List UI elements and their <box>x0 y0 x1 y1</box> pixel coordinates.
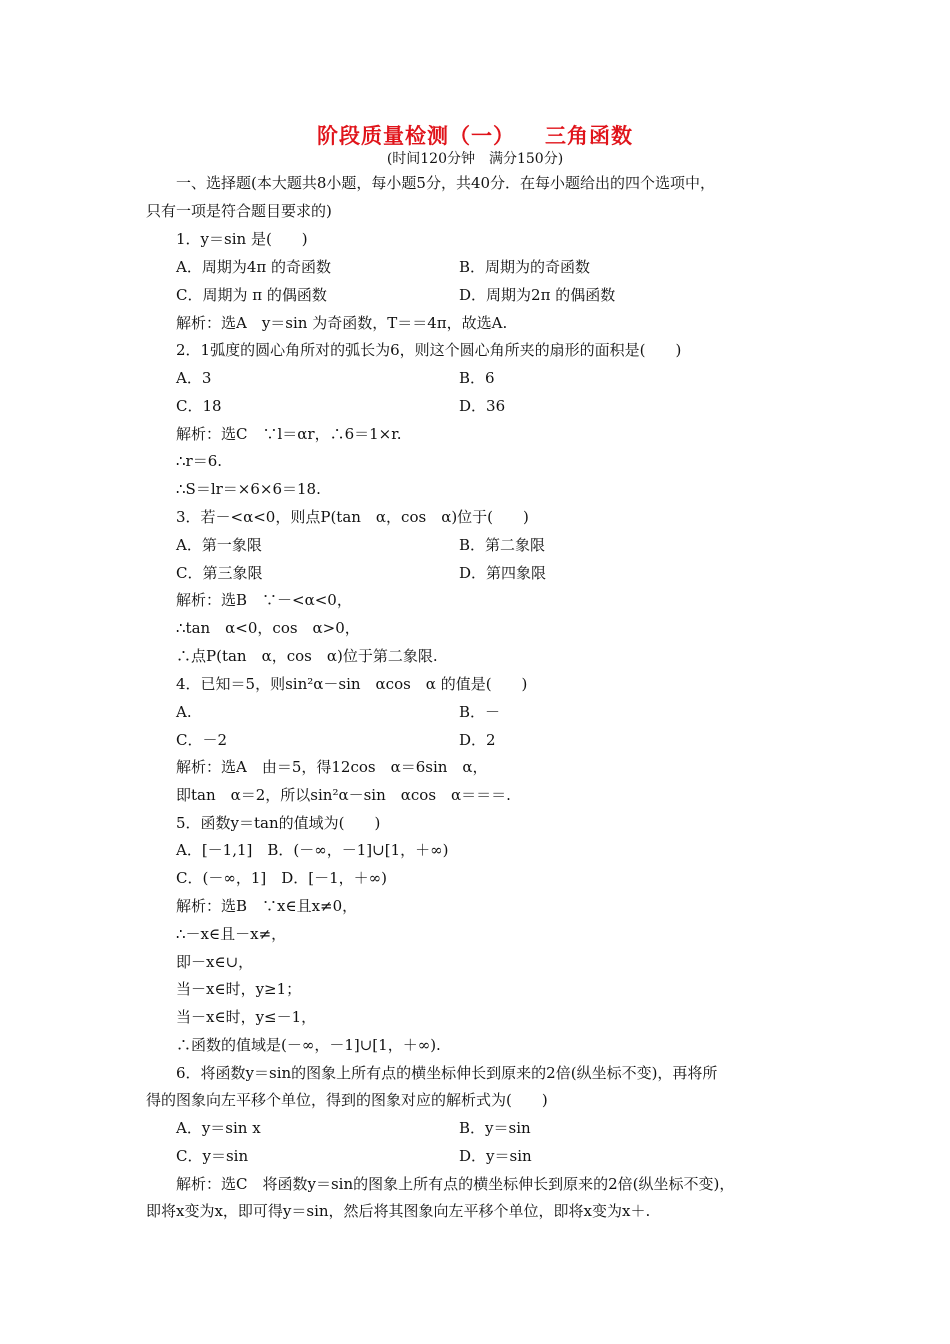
question-5-solution: 解析：选B ∵x∈且x≠0， <box>176 897 358 915</box>
question-1-solution: 解析：选A y＝sin 为奇函数，T＝＝4π，故选A. <box>176 314 508 332</box>
question-4-solution-line: 即tan α＝2，所以sin²α－sin αcos α＝＝＝. <box>176 786 511 804</box>
question-5-solution-line: 即－x∈∪， <box>176 953 254 971</box>
question-1-option-a: A．周期为4π 的奇函数 <box>176 258 332 276</box>
question-6-solution: 解析：选C 将函数y＝sin的图象上所有点的横坐标伸长到原来的2倍(纵坐标不变)， <box>176 1175 735 1193</box>
question-6-option-c: C．y＝sin <box>176 1147 249 1165</box>
question-4-stem: 4．已知＝5，则sin²α－sin αcos α 的值是( ) <box>176 675 528 693</box>
question-5-solution-line: 当－x∈时，y≥1； <box>176 980 302 998</box>
question-6-option-d: D．y＝sin <box>459 1147 532 1165</box>
question-3-option-c: C．第三象限 <box>176 564 263 582</box>
question-3-solution: 解析：选B ∵－<α<0， <box>176 591 352 609</box>
question-4-solution: 解析：选A 由＝5，得12cos α＝6sin α， <box>176 758 488 776</box>
question-1-option-c: C．周期为 π 的偶函数 <box>176 286 327 304</box>
question-4-option-b: B．－ <box>459 703 501 721</box>
question-2-solution: 解析：选C ∵l＝αr，∴6＝1×r. <box>176 425 402 443</box>
question-2-option-a: A．3 <box>176 369 212 387</box>
question-4-option-d: D．2 <box>459 731 496 749</box>
question-6-option-b: B．y＝sin <box>459 1119 531 1137</box>
question-2-option-b: B．6 <box>459 369 495 387</box>
question-3-solution-line: ∴tan α<0，cos α>0， <box>176 619 360 637</box>
question-5-options-cd: C．(－∞，1] D．[－1，＋∞) <box>176 869 387 887</box>
question-5-solution-line: ∴－x∈且－x≠， <box>176 925 287 943</box>
question-4-option-a: A. <box>176 703 192 721</box>
title-main: 阶段质量检测（一） <box>317 123 515 148</box>
question-3-stem: 3．若－<α<0，则点P(tan α，cos α)位于( ) <box>176 508 529 526</box>
question-6-option-a: A．y＝sin x <box>176 1119 261 1137</box>
question-3-option-b: B．第二象限 <box>459 536 546 554</box>
question-2-solution-line: ∴r＝6. <box>176 452 223 470</box>
question-2-option-d: D．36 <box>459 397 506 415</box>
question-5-options-ab: A．[－1,1] B．(－∞，－1]∪[1，＋∞) <box>176 841 449 859</box>
question-3-solution-line: ∴点P(tan α，cos α)位于第二象限. <box>176 647 438 665</box>
question-6-stem: 6．将函数y＝sin的图象上所有点的横坐标伸长到原来的2倍(纵坐标不变)，再将所 <box>176 1064 718 1082</box>
question-2-solution-line: ∴S＝lr＝×6×6＝18. <box>176 480 321 498</box>
question-4-option-c: C．－2 <box>176 731 228 749</box>
title-topic: 三角函数 <box>545 123 633 148</box>
question-1-option-b: B．周期为的奇函数 <box>459 258 591 276</box>
question-5-stem: 5．函数y＝tan的值域为( ) <box>176 814 381 832</box>
question-5-solution-line: 当－x∈时，y≤－1， <box>176 1008 317 1026</box>
question-6-stem-cont: 得的图象向左平移个单位，得到的图象对应的解析式为( ) <box>146 1091 548 1109</box>
question-2-stem: 2．1弧度的圆心角所对的弧长为6，则这个圆心角所夹的扇形的面积是( ) <box>176 341 682 359</box>
question-3-option-d: D．第四象限 <box>459 564 547 582</box>
page-title <box>0 120 950 150</box>
question-5-solution-line: ∴函数的值域是(－∞，－1]∪[1，＋∞). <box>176 1036 441 1054</box>
exam-info: (时间120分钟 满分150分) <box>386 151 564 167</box>
section-heading-cont: 只有一项是符合题目要求的) <box>146 202 332 220</box>
question-6-solution-cont: 即将x变为x，即可得y＝sin，然后将其图象向左平移个单位，即将x变为x＋. <box>146 1202 651 1220</box>
question-2-option-c: C．18 <box>176 397 222 415</box>
question-1-option-d: D．周期为2π 的偶函数 <box>459 286 616 304</box>
question-1-stem: 1．y＝sin 是( ) <box>176 230 308 248</box>
section-heading: 一、选择题(本大题共8小题，每小题5分，共40分．在每小题给出的四个选项中， <box>176 174 716 192</box>
question-3-option-a: A．第一象限 <box>176 536 262 554</box>
